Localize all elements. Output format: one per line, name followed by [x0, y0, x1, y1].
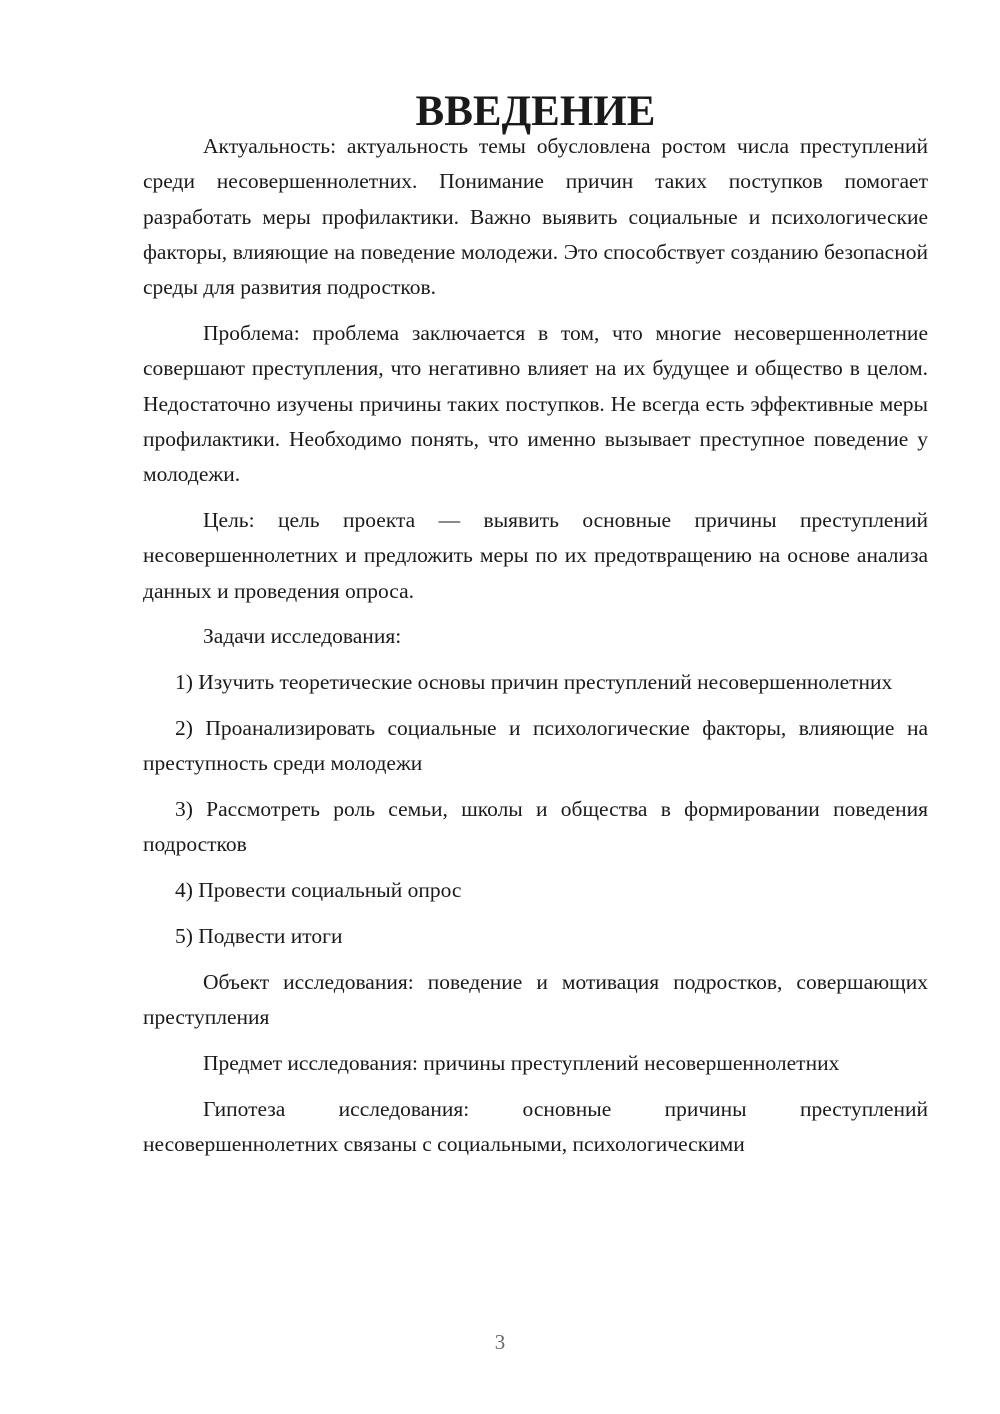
task-item-3: 3) Рассмотреть роль семьи, школы и общества в формировании поведения подростков — [143, 797, 928, 857]
task-item-5: 5) Подвести итоги — [175, 923, 343, 948]
task-item-4: 4) Провести социальный опрос — [175, 878, 462, 903]
paragraph-relevance: Актуальность: актуальность темы обусловлена ростом числа преступлений среди несовершеннолетних. Понимание причин таких поступков помогает разработать меры профилактики. Важно выявить социальные и психологические факторы, влияющие на поведение молодежи. Это способствует созданию безопасной среды для развития подростков. — [143, 134, 928, 300]
page-number: 3 — [494, 1330, 506, 1354]
task-item-1: 1) Изучить теоретические основы причин преступлений несовершеннолетних — [175, 670, 893, 695]
section-title: ВВЕДЕНИЕ — [415, 88, 656, 135]
paragraph-goal: Цель: цель проекта — выявить основные причины преступлений несовершеннолетних и предложить меры по их предотвращению на основе анализа данных и проведения опроса. — [143, 507, 928, 603]
tasks-heading: Задачи исследования: — [203, 624, 402, 649]
document-page — [143, 88, 928, 1173]
task-item-2: 2) Проанализировать социальные и психологические факторы, влияющие на преступность среди молодежи — [143, 715, 928, 776]
paragraph-hypothesis: Гипотеза исследования: основные причины преступлений несовершеннолетних связаны с социальными, психологическими — [143, 1096, 928, 1156]
paragraph-problem: Проблема: проблема заключается в том, что многие несовершеннолетние совершают преступления, что негативно влияет на их будущее и общество в целом. Недостаточно изучены причины таких поступков. Не всегда есть эффективные меры профилактики. Необходимо понять, что именно вызывает преступное поведение у молодежи. — [143, 320, 928, 487]
paragraph-object: Объект исследования: поведение и мотивация подростков, совершающих преступления — [143, 969, 928, 1030]
paragraph-subject: Предмет исследования: причины преступлений несовершеннолетних — [203, 1050, 840, 1075]
